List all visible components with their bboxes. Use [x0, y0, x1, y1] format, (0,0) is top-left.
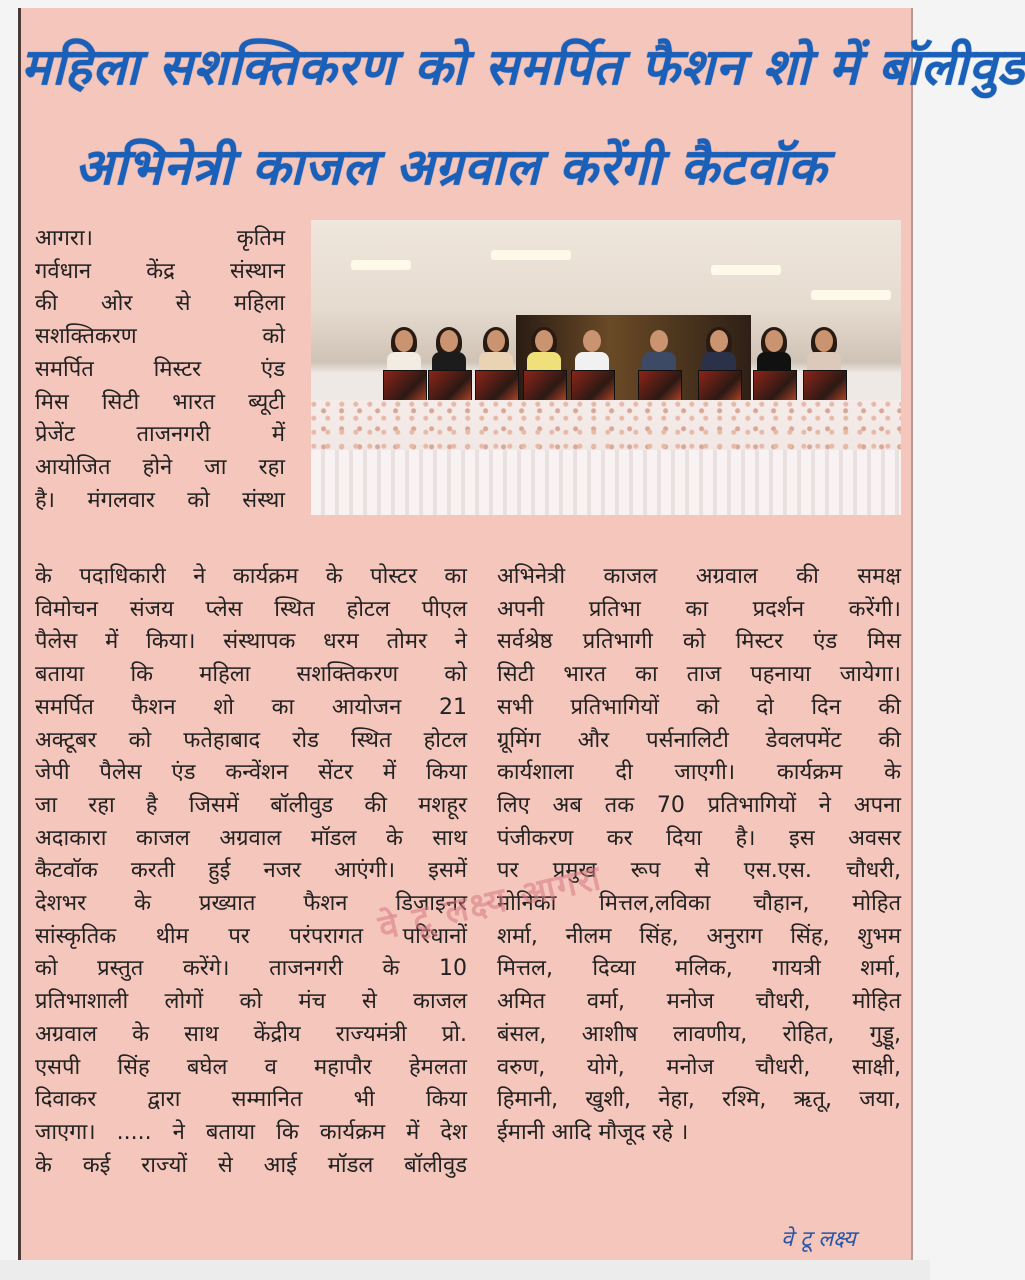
article-line: अदाकारा काजल अग्रवाल मॉडल के साथ: [35, 825, 467, 851]
article-line: अमित वर्मा, मनोज चौधरी, मोहित: [497, 989, 901, 1015]
article-line: अभिनेत्री काजल अग्रवाल की समक्ष: [497, 564, 901, 589]
article-line: ग्रूमिंग और पर्सनालिटी डेवलपमेंट की: [497, 727, 901, 753]
article-line: के कई राज्यों से आई मॉडल बॉलीवुड: [35, 1152, 467, 1178]
article-line: लिए अब तक 70 प्रतिभागियों ने अपना: [497, 792, 901, 818]
article-line: कैटवॉक करती हुई नजर आएंगी। इसमें: [35, 858, 467, 884]
article-line: प्रतिभाशाली लोगों को मंच से काजल: [35, 989, 467, 1015]
article-line: विमोचन संजय प्लेस स्थित होटल पीएल: [35, 596, 467, 622]
article-line: समर्पित मिस्टर एंड: [35, 356, 285, 382]
article-line: मित्तल, दिव्या मलिक, गायत्री शर्मा,: [497, 956, 901, 982]
article-column-right: [497, 561, 901, 1150]
article-line: सभी प्रतिभागियों को दो दिन की: [497, 694, 901, 720]
article-line: समर्पित फैशन शो का आयोजन 21: [35, 694, 467, 720]
article-line: वरुण, योगे, मनोज चौधरी, साक्षी,: [497, 1054, 901, 1080]
article-line: की ओर से महिला: [35, 291, 285, 317]
article-line: के पदाधिकारी ने कार्यक्रम के पोस्टर का: [35, 564, 467, 589]
article-line: सशक्तिकरण को: [35, 324, 285, 350]
article-line: मिस सिटी भारत ब्यूटी: [35, 389, 285, 415]
article-line: सर्वश्रेष्ठ प्रतिभागी को मिस्टर एंड मिस: [497, 629, 901, 655]
article-line: कार्यशाला दी जाएगी। कार्यक्रम के: [497, 760, 901, 786]
newspaper-clipping: [18, 8, 1025, 1260]
article-line: एसपी सिंह बघेल व महापौर हेमलता: [35, 1054, 467, 1080]
page-bottom-edge: [0, 1260, 930, 1280]
article-line: मोनिका मित्तल,लविका चौहान, मोहित: [497, 891, 901, 917]
article-line: आगरा। कृतिम: [35, 226, 285, 251]
article-line: जा रहा है जिसमें बॉलीवुड की मशहूर: [35, 792, 467, 818]
article-line: हिमानी, खुशी, नेहा, रश्मि, ऋतू, जया,: [497, 1087, 901, 1113]
article-line: है। मंगलवार को संस्था: [35, 487, 285, 513]
article-line: दिवाकर द्वारा सम्मानित भी किया: [35, 1087, 467, 1113]
article-line: अक्टूबर को फतेहाबाद रोड स्थित होटल: [35, 727, 467, 753]
article-line: अग्रवाल के साथ केंद्रीय राज्यमंत्री प्रो.: [35, 1021, 467, 1047]
event-photo: [311, 220, 901, 515]
article-line: देशभर के प्रख्यात फैशन डिजाइनर: [35, 891, 467, 917]
article-line: को प्रस्तुत करेंगे। ताजनगरी के 10: [35, 956, 467, 982]
article-line: जाएगा। ..... ने बताया कि कार्यक्रम में देश: [35, 1119, 467, 1145]
article-line: पैलेस में किया। संस्थापक धरम तोमर ने: [35, 629, 467, 655]
article-line: बताया कि महिला सशक्तिकरण को: [35, 662, 467, 688]
article-line: प्रेजेंट ताजनगरी में: [35, 422, 285, 448]
article-line: सिटी भारत का ताज पहनाया जायेगा।: [497, 662, 901, 688]
article-line: शर्मा, नीलम सिंह, अनुराग सिंह, शुभम: [497, 923, 901, 949]
article-line: जेपी पैलेस एंड कन्वेंशन सेंटर में किया: [35, 760, 467, 786]
article-line: आयोजित होने जा रहा: [35, 454, 285, 480]
article-line: गर्वधान केंद्र संस्थान: [35, 258, 285, 284]
article-line: अपनी प्रतिभा का प्रदर्शन करेंगी।: [497, 596, 901, 622]
headline-line-1: महिला सशक्तिकरण को समर्पित फैशन शो में बॉलीवुड: [21, 38, 1025, 96]
headline-line-2: अभिनेत्री काजल अग्रवाल करेंगी कैटवॉक: [74, 138, 828, 196]
article-column-left-top: [35, 223, 285, 517]
watermark-stamp: वे टू लक्ष्य आगरा: [374, 857, 607, 949]
article-line: सांस्कृतिक थीम पर परंपरागत परिधानों: [35, 923, 467, 949]
article-column-left-bottom: [35, 561, 467, 1182]
article-line: बंसल, आशीष लावणीय, रोहित, गुड्डू,: [497, 1021, 901, 1047]
article-line: पर प्रमुख रूप से एस.एस. चौधरी,: [497, 858, 901, 884]
article-line: ईमानी आदि मौजूद रहे ।: [497, 1119, 689, 1145]
article-line: पंजीकरण कर दिया है। इस अवसर: [497, 825, 901, 851]
byline-signoff: वे टू लक्ष्य: [781, 1227, 856, 1252]
